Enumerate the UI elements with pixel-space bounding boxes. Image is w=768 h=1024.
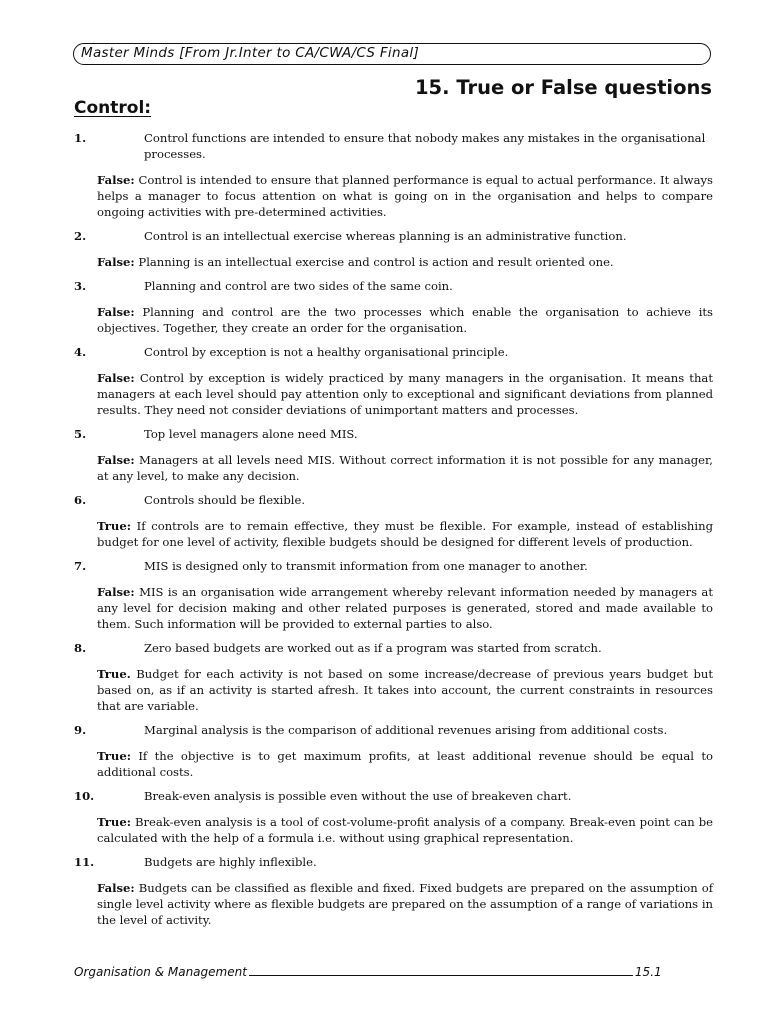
running-header: Master Minds [From Jr.Inter to CA/CWA/CS Final] xyxy=(81,45,420,61)
question-line xyxy=(74,228,713,244)
question-text: Top level managers alone need MIS. xyxy=(144,427,358,441)
answer-paragraph xyxy=(97,452,713,484)
footer-rule xyxy=(249,965,633,976)
question-text: Zero based budgets are worked out as if a program was started from scratch. xyxy=(144,641,602,655)
answer-paragraph xyxy=(97,814,713,846)
question-line xyxy=(74,854,713,870)
question-item xyxy=(74,558,713,632)
answer-text: Control by exception is widely practiced by many managers in the organisation. It means that managers at each level should pay attention only to exceptional and significant deviations from planned results. They need not consider deviations of unimportant matters and processes. xyxy=(97,371,714,417)
question-list xyxy=(74,130,713,936)
question-text: MIS is designed only to transmit information from one manager to another. xyxy=(144,559,588,573)
answer-verdict: False: xyxy=(97,881,135,895)
answer-verdict: True. xyxy=(97,667,131,681)
answer-verdict: False: xyxy=(97,371,135,385)
answer-verdict: False: xyxy=(97,305,135,319)
question-line xyxy=(74,788,713,804)
question-text: Budgets are highly inflexible. xyxy=(144,855,317,869)
question-number: 11. xyxy=(74,855,95,869)
answer-verdict: False: xyxy=(97,255,135,269)
answer-text: Control is intended to ensure that planned performance is equal to actual performance. It always helps a manager to focus attention on what is going on in the organisation and helps to compare ongoing activities with pre-determined activities. xyxy=(97,173,713,219)
question-text: Control is an intellectual exercise whereas planning is an administrative function. xyxy=(144,229,627,243)
page-number: 15.1 xyxy=(634,965,662,979)
answer-verdict: False: xyxy=(97,453,135,467)
question-number: 2. xyxy=(74,229,87,243)
question-number: 8. xyxy=(74,641,87,655)
question-number: 3. xyxy=(74,279,87,293)
answer-text: If the objective is to get maximum profits, at least additional revenue should be equal to additional costs. xyxy=(97,749,713,779)
answer-paragraph xyxy=(97,748,713,780)
question-line xyxy=(74,722,713,738)
question-line xyxy=(74,492,713,508)
question-number: 6. xyxy=(74,493,87,507)
question-line xyxy=(74,130,713,162)
question-item xyxy=(74,130,713,220)
question-item xyxy=(74,640,713,714)
question-item xyxy=(74,722,713,780)
question-text: Planning and control are two sides of the same coin. xyxy=(144,279,453,293)
question-number: 4. xyxy=(74,345,87,359)
answer-verdict: True: xyxy=(97,749,131,763)
answer-paragraph xyxy=(97,880,713,928)
question-item xyxy=(74,278,713,336)
question-number: 10. xyxy=(74,789,95,803)
question-text: Break-even analysis is possible even without the use of breakeven chart. xyxy=(144,789,572,803)
question-line xyxy=(74,426,713,442)
answer-verdict: True: xyxy=(97,815,131,829)
answer-text: Managers at all levels need MIS. Without correct information it is not possible for any manager, at any level, to make any decision. xyxy=(97,453,713,483)
answer-text: Planning and control are the two processes which enable the organisation to achieve its objectives. Together, they create an order for the organisation. xyxy=(97,305,714,335)
answer-verdict: False: xyxy=(97,585,135,599)
section-title: Control: xyxy=(74,98,152,118)
question-number: 7. xyxy=(74,559,87,573)
answer-paragraph xyxy=(97,584,713,632)
answer-verdict: False: xyxy=(97,173,135,187)
answer-text: Break-even analysis is a tool of cost-volume-profit analysis of a company. Break-even point can be calculated with the help of a formula i.e. without using graphical representation. xyxy=(97,815,713,845)
question-line xyxy=(74,558,713,574)
answer-text: If controls are to remain effective, they must be flexible. For example, instead of establishing budget for one level of activity, flexible budgets should be designed for different levels of production. xyxy=(97,519,713,549)
question-text: Controls should be flexible. xyxy=(144,493,306,507)
answer-paragraph xyxy=(97,254,713,270)
question-number: 5. xyxy=(74,427,87,441)
answer-text: Budgets can be classified as flexible and fixed. Fixed budgets are prepared on the assumption of single level activity where as flexible budgets are prepared on the assumption of a range of variations in the level of activity. xyxy=(97,881,713,927)
question-text: Marginal analysis is the comparison of additional revenues arising from additional costs. xyxy=(144,723,668,737)
question-line xyxy=(74,278,713,294)
answer-paragraph xyxy=(97,518,713,550)
question-item xyxy=(74,344,713,418)
question-item xyxy=(74,788,713,846)
answer-text: Planning is an intellectual exercise and control is action and result oriented one. xyxy=(138,255,614,269)
question-line xyxy=(74,640,713,656)
answer-verdict: True: xyxy=(97,519,131,533)
question-item xyxy=(74,426,713,484)
question-line xyxy=(74,344,713,360)
footer-subject: Organisation & Management xyxy=(74,965,247,979)
question-item xyxy=(74,492,713,550)
question-text: Control functions are intended to ensure that nobody makes any mistakes in the organisational processes. xyxy=(144,131,706,161)
page-footer xyxy=(74,965,704,979)
answer-paragraph xyxy=(97,172,713,220)
answer-paragraph xyxy=(97,370,713,418)
answer-text: Budget for each activity is not based on some increase/decrease of previous years budget but based on, as if an activity is started afresh. It takes into account, the current constraints in resources that are variable. xyxy=(97,667,713,713)
answer-text: MIS is an organisation wide arrangement whereby relevant information needed by managers at any level for decision making and other related purposes is generated, stored and made available to them. Such information will be provided to external parties to also. xyxy=(97,585,713,631)
question-text: Control by exception is not a healthy organisational principle. xyxy=(144,345,509,359)
answer-paragraph xyxy=(97,666,713,714)
question-number: 1. xyxy=(74,131,87,145)
chapter-title: 15. True or False questions xyxy=(414,76,712,99)
answer-paragraph xyxy=(97,304,713,336)
question-item xyxy=(74,228,713,270)
question-number: 9. xyxy=(74,723,87,737)
question-item xyxy=(74,854,713,928)
